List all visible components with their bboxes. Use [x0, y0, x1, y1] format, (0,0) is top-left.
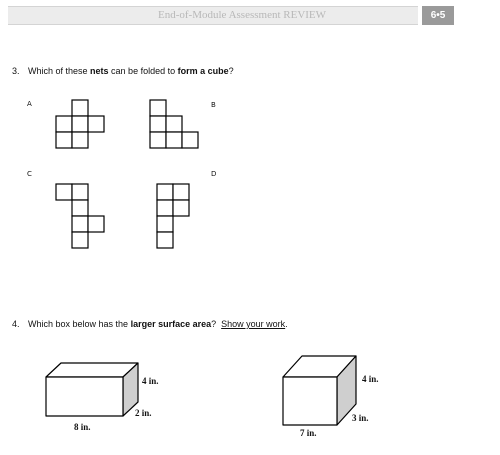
question-3-text-end: ? [228, 66, 234, 76]
box-2-length-label: 7 in. [300, 428, 317, 438]
option-d-label: D [211, 170, 217, 178]
box-2-height-label: 4 in. [362, 374, 379, 384]
net-c[interactable] [56, 184, 104, 248]
net-b[interactable] [150, 100, 198, 148]
question-4-bold: larger surface area [130, 319, 212, 329]
box-1-height-label: 4 in. [142, 376, 159, 386]
question-3-bold-nets: nets [90, 66, 109, 76]
box-1-depth-label: 2 in. [135, 408, 152, 418]
box-1-length-label: 8 in. [74, 422, 91, 432]
question-3-bold-cube: form a cube [177, 66, 229, 76]
module-badge: 6•5 [422, 6, 454, 25]
box-2[interactable] [283, 356, 356, 425]
question-3-text: Which of these [28, 66, 91, 76]
question-4-text: Which box below has the [28, 319, 131, 329]
question-4-text-mid: ? [211, 319, 222, 329]
question-4-text-end: . [285, 319, 288, 329]
question-3-text-mid: can be folded to [108, 66, 178, 76]
option-c-label: C [27, 170, 32, 178]
net-a[interactable] [56, 100, 104, 148]
question-3-number: 3. [12, 66, 20, 76]
box-2-depth-label: 3 in. [352, 413, 369, 423]
net-d[interactable] [157, 184, 189, 248]
question-4 [12, 318, 288, 330]
question-4-number: 4. [12, 319, 20, 329]
header-title: End-of-Module Assessment REVIEW [158, 9, 327, 21]
option-a-label: A [27, 100, 32, 108]
show-your-work-link[interactable]: Show your work [221, 319, 286, 329]
box-1[interactable] [46, 363, 138, 416]
option-b-label: B [211, 101, 216, 109]
